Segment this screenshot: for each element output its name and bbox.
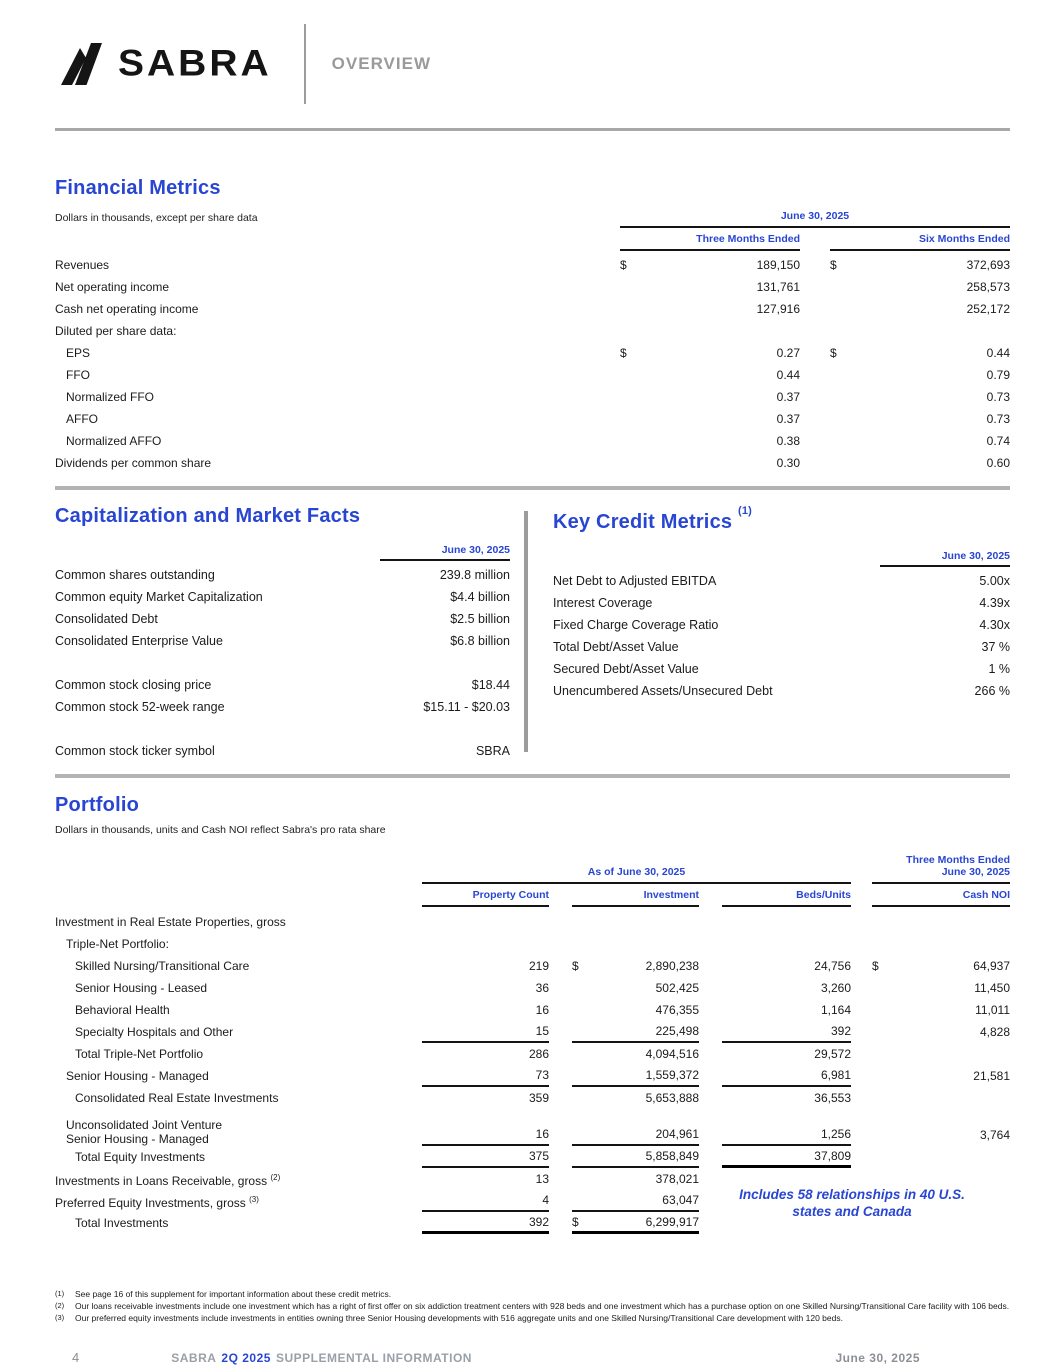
cell-value: 219 [528, 959, 549, 973]
dollar-sign: $ [872, 959, 879, 973]
cell-value: 0.79 [986, 368, 1010, 382]
table-row [55, 452, 1010, 474]
cell-value: 36,553 [814, 1091, 851, 1105]
row-label: Dividends per common share [55, 456, 212, 470]
cell-value: 0.73 [986, 390, 1010, 404]
row-label: Interest Coverage [553, 596, 653, 610]
footnote-marker: (1) [55, 1289, 65, 1298]
column-date-header: June 30, 2025 [380, 544, 510, 561]
row-label: FFO [66, 368, 90, 382]
row-label: EPS [66, 346, 91, 360]
cell-value: 1,559,372 [645, 1068, 699, 1082]
table-row [55, 608, 510, 630]
table-row [55, 630, 510, 652]
row-label: Investment in Real Estate Properties, gross [55, 915, 286, 929]
cell-value: 36 [535, 981, 549, 995]
table-row [55, 674, 510, 696]
section-divider [55, 774, 1010, 778]
row-label: Skilled Nursing/Transitional Care [75, 959, 250, 973]
cell-value: 127,916 [756, 302, 800, 316]
footnote-reference: (2) [270, 1172, 281, 1182]
footnote [55, 1300, 1010, 1312]
row-label: Normalized AFFO [66, 434, 162, 448]
cell-value: 189,150 [756, 258, 800, 272]
row-label: Revenues [55, 258, 110, 272]
dollar-sign: $ [830, 258, 837, 272]
row-label: Triple-Net Portfolio: [66, 937, 169, 951]
cell-value: 1,164 [820, 1003, 851, 1017]
row-label: Total Investments [75, 1216, 169, 1230]
page-number: 4 [72, 1350, 80, 1365]
cell-value: 16 [535, 1127, 549, 1141]
cell-value: 0.30 [776, 456, 800, 470]
cell-value: 29,572 [814, 1047, 851, 1061]
row-label: Investments in Loans Receivable, gross $^{(2)}$ [55, 1172, 281, 1188]
cell-value: 6,299,917 [645, 1214, 699, 1229]
section-title: Financial Metrics [55, 177, 221, 199]
capitalization-section [55, 505, 510, 762]
row-label: Common equity Market Capitalization [55, 590, 263, 604]
row-label: Net Debt to Adjusted EBITDA [553, 574, 717, 588]
footer-date: June 30, 2025 [835, 1350, 920, 1365]
cell-value: 4 [542, 1193, 549, 1207]
footnote-marker: (2) [55, 1301, 65, 1310]
table-row [55, 1109, 1010, 1146]
section-title: Capitalization and Market Facts [55, 505, 361, 527]
dollar-sign: $ [572, 1214, 579, 1229]
row-label: Diluted per share data: [55, 324, 177, 338]
table-row [55, 408, 1010, 430]
cell-value: 286 [528, 1047, 549, 1061]
cell-value: 63,047 [662, 1193, 699, 1207]
cell-value: 4,828 [979, 1025, 1010, 1039]
dollar-sign: $ [830, 346, 837, 360]
row-label: Common stock closing price [55, 678, 212, 692]
cell-value: 6,981 [820, 1068, 851, 1082]
cell-value: 239.8 million [439, 568, 510, 582]
column-group-header: As of June 30, 2025 [422, 866, 851, 884]
financial-metrics-table [55, 254, 1010, 474]
cash-noi-period-header: Three Months Ended June 30, 2025 [872, 854, 1010, 884]
footnotes [55, 1288, 1010, 1324]
row-label: Total Debt/Asset Value [553, 640, 679, 654]
section-divider [55, 486, 1010, 490]
cell-value: 378,021 [655, 1172, 699, 1186]
row-label: AFFO [66, 412, 98, 426]
row-label: Consolidated Debt [55, 612, 158, 626]
section-subtitle: Dollars in thousands, units and Cash NOI reflect Sabra's pro rata share [55, 824, 386, 836]
footer-brand-line [171, 1351, 472, 1365]
row-label: Consolidated Enterprise Value [55, 634, 223, 648]
sabra-logo [55, 39, 272, 89]
cell-value: $6.8 billion [450, 634, 510, 648]
cell-value: 4.30x [979, 618, 1010, 632]
key-credit-metrics-section [553, 505, 1010, 762]
row-label: Unconsolidated Joint Venture Senior Housing - Managed [66, 1118, 223, 1146]
cell-value: 15 [535, 1024, 549, 1038]
cell-value: 13 [535, 1172, 549, 1186]
cell-value: 4.39x [979, 596, 1010, 610]
column-header-cash-noi: Cash NOI [872, 884, 1010, 907]
cell-value: 0.38 [776, 434, 800, 448]
row-label: Normalized FFO [66, 390, 155, 404]
cell-value: 0.44 [986, 346, 1010, 360]
cell-value: 0.27 [776, 346, 800, 360]
cell-value: 0.37 [776, 390, 800, 404]
relationships-note: Includes 58 relationships in 40 U.S. states and Canada [739, 1187, 965, 1219]
row-label: Net operating income [55, 280, 170, 294]
section-title: Key Credit Metrics $^{(1)}$ [553, 505, 753, 533]
portfolio-table [55, 911, 1010, 1234]
footer-quarter: 2Q 2025 [221, 1350, 271, 1365]
column-date-header: June 30, 2025 [620, 210, 1010, 228]
cell-value: 392 [528, 1214, 549, 1229]
cell-value: 1,256 [820, 1127, 851, 1141]
page-section-title: OVERVIEW [331, 54, 431, 73]
cell-value: 0.60 [986, 456, 1010, 470]
cell-value: 502,425 [655, 981, 699, 995]
cell-value: SBRA [475, 744, 510, 758]
financial-metrics-section [55, 177, 1010, 474]
cell-value: 0.74 [986, 434, 1010, 448]
footnote-reference: (3) [249, 1194, 259, 1204]
table-row [553, 570, 1010, 592]
cell-value: 1 % [988, 662, 1010, 676]
table-row [553, 592, 1010, 614]
table-row [55, 696, 510, 718]
row-label: Common shares outstanding [55, 568, 215, 582]
cell-value: 37,809 [814, 1148, 851, 1163]
row-label: Consolidated Real Estate Investments [75, 1091, 279, 1105]
footer-label: SUPPLEMENTAL INFORMATION [275, 1350, 472, 1365]
footnote-text: Our loans receivable investments include one investment which has a right of first offer on six addiction treatment centers with 928 beds and one investment which has a purchase option on one Skilled Nursing/Transitional Care facility with 106 beds. [75, 1301, 1010, 1311]
cell-value: 24,756 [814, 959, 851, 973]
table-row [55, 298, 1010, 320]
table-row [55, 1087, 1010, 1109]
cell-value: 11,011 [975, 1003, 1010, 1017]
footnote-reference: (1) [737, 505, 753, 517]
cell-value: 0.44 [776, 368, 800, 382]
row-label: Senior Housing - Leased [75, 981, 208, 995]
table-row [553, 636, 1010, 658]
column-header-three-months: Three Months Ended [620, 228, 800, 251]
brand-wordmark: SABRA [118, 43, 272, 84]
cell-value: 204,961 [655, 1127, 699, 1141]
dollar-sign: $ [620, 258, 627, 272]
cell-value: $18.44 [471, 678, 510, 692]
footnote [55, 1312, 1010, 1324]
cell-value: 4,094,516 [645, 1047, 699, 1061]
footnote-marker: (3) [55, 1313, 65, 1322]
table-row [55, 364, 1010, 386]
table-row [553, 614, 1010, 636]
table-row [55, 933, 1010, 955]
table-row [55, 320, 1010, 342]
table-row [55, 564, 510, 586]
cell-value: $15.11 - $20.03 [423, 700, 510, 714]
cell-value: 11,450 [974, 981, 1010, 995]
cell-value: 359 [528, 1091, 549, 1105]
table-row [55, 586, 510, 608]
page-header [55, 0, 1010, 131]
dollar-sign: $ [620, 346, 627, 360]
table-row [553, 658, 1010, 680]
cell-value: $2.5 billion [450, 612, 510, 626]
capitalization-table [55, 564, 510, 762]
portfolio-section [55, 794, 1010, 1234]
cell-value: 258,573 [966, 280, 1010, 294]
row-label: Common stock 52-week range [55, 700, 225, 714]
column-header-property-count: Property Count [422, 884, 549, 907]
table-row [55, 911, 1010, 933]
table-row [553, 680, 1010, 702]
column-date-header: June 30, 2025 [880, 550, 1010, 567]
cell-value: 266 % [974, 684, 1010, 698]
table-row [55, 276, 1010, 298]
row-label: Total Equity Investments [75, 1150, 206, 1164]
row-label: Preferred Equity Investments, gross $^{(3)}$ [55, 1194, 259, 1210]
vertical-divider [524, 511, 528, 752]
cell-value: $4.4 billion [450, 590, 510, 604]
cell-value: 3,764 [979, 1128, 1010, 1142]
table-row [55, 1043, 1010, 1065]
row-label: Specialty Hospitals and Other [75, 1025, 234, 1039]
column-header-six-months: Six Months Ended [830, 228, 1010, 251]
table-row [55, 342, 1010, 364]
cell-value: 64,937 [973, 959, 1010, 973]
cell-value: 5,653,888 [645, 1091, 699, 1105]
table-row [55, 386, 1010, 408]
table-row [55, 977, 1010, 999]
table-row [55, 1065, 1010, 1087]
dollar-sign: $ [572, 959, 579, 973]
column-header-beds-units: Beds/Units [722, 884, 851, 907]
cell-value: 0.73 [986, 412, 1010, 426]
cell-value: 5,858,849 [645, 1149, 699, 1163]
table-row [55, 1021, 1010, 1043]
page-footer [55, 1350, 1010, 1365]
cell-value: 375 [528, 1149, 549, 1163]
section-title: Portfolio [55, 794, 140, 816]
table-row [55, 955, 1010, 977]
cell-value: 225,498 [655, 1024, 699, 1038]
cell-value: 73 [535, 1068, 549, 1082]
cell-value: 2,890,238 [645, 959, 699, 973]
cell-value: 0.37 [776, 412, 800, 426]
row-label: Unencumbered Assets/Unsecured Debt [553, 684, 773, 698]
row-label: Fixed Charge Coverage Ratio [553, 618, 719, 632]
cell-value: 21,581 [973, 1069, 1010, 1083]
sabra-logo-icon [55, 39, 105, 89]
row-label: Behavioral Health [75, 1003, 170, 1017]
row-label: Cash net operating income [55, 302, 199, 316]
cell-value: 252,172 [966, 302, 1010, 316]
footnote-text: Our preferred equity investments include investments in entities owning three Senior Housing developments with 516 aggregate units and one Skilled Nursing/Transitional Care development with 120 beds. [75, 1313, 843, 1323]
column-header-investment: Investment [572, 884, 699, 907]
table-row [55, 740, 510, 762]
cell-value: 131,761 [756, 280, 800, 294]
key-credit-table [553, 570, 1010, 702]
row-label: Common stock ticker symbol [55, 744, 215, 758]
cell-value: 5.00x [979, 574, 1010, 588]
table-row [55, 254, 1010, 276]
cell-value: 3,260 [820, 981, 851, 995]
cell-value: 372,693 [966, 258, 1010, 272]
cell-value: 476,355 [655, 1003, 699, 1017]
section-subtitle: Dollars in thousands, except per share data [55, 212, 258, 224]
cell-value: 16 [535, 1003, 549, 1017]
cell-value: 392 [830, 1024, 851, 1038]
footer-brand: SABRA [171, 1350, 217, 1365]
footnote [55, 1288, 1010, 1300]
row-label: Senior Housing - Managed [66, 1069, 209, 1083]
table-row [55, 430, 1010, 452]
row-label: Secured Debt/Asset Value [553, 662, 699, 676]
cell-value: 37 % [981, 640, 1010, 654]
table-row [55, 999, 1010, 1021]
row-label: Total Triple-Net Portfolio [75, 1047, 204, 1061]
header-divider [304, 24, 306, 104]
footnote-text: See page 16 of this supplement for important information about these credit metrics. [75, 1289, 392, 1299]
table-row [55, 1146, 1010, 1168]
